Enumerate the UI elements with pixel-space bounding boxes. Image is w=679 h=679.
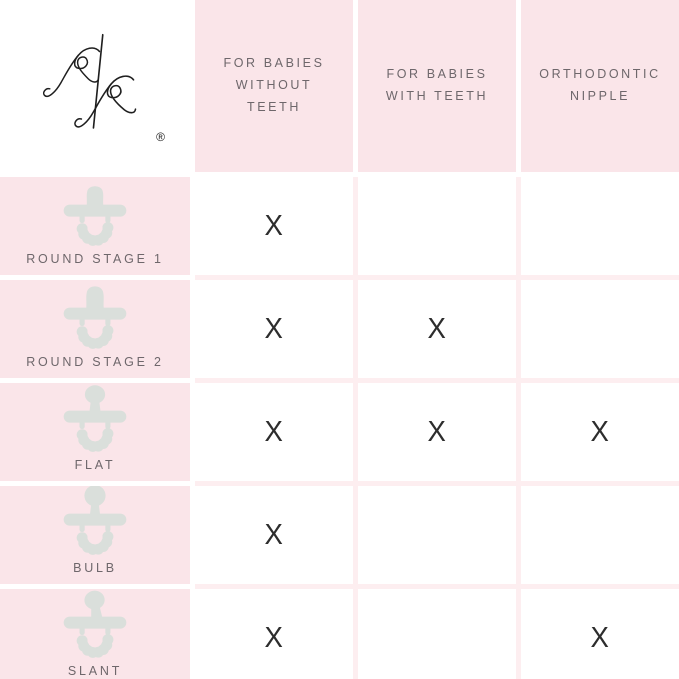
cell-slant-orthodontic (521, 589, 679, 679)
column-header-without-teeth: FOR BABIES WITHOUT TEETH (195, 0, 353, 172)
cell-bulb-orthodontic (521, 486, 679, 584)
x-mark: X (427, 312, 447, 345)
cell-bulb-with-teeth (358, 486, 516, 584)
cell-slant-with-teeth (358, 589, 516, 679)
registered-trademark-symbol: ® (156, 130, 165, 144)
cell-flat-with-teeth (358, 383, 516, 481)
x-mark: X (264, 415, 284, 448)
row-header-flat (0, 383, 190, 481)
cell-round-stage-2-with-teeth (358, 280, 516, 378)
pacifier-round-stage-1-icon (52, 177, 138, 247)
pacifier-round-stage-2-icon (52, 280, 138, 350)
row-label: FLAT (74, 458, 116, 472)
cell-round-stage-1-orthodontic (521, 177, 679, 275)
row-label: ROUND STAGE 1 (26, 252, 164, 266)
ryan-and-rose-monogram-icon (29, 22, 165, 150)
x-mark: X (590, 621, 610, 654)
x-mark: X (427, 415, 447, 448)
cell-bulb-without-teeth (195, 486, 353, 584)
x-mark: X (264, 209, 284, 242)
pacifier-slant-icon (52, 589, 138, 659)
cell-round-stage-1-with-teeth (358, 177, 516, 275)
x-mark: X (590, 415, 610, 448)
x-mark: X (264, 621, 284, 654)
pacifier-bulb-icon (52, 486, 138, 556)
row-label: BULB (73, 561, 117, 575)
row-header-round-stage-1 (0, 177, 190, 275)
cell-round-stage-2-orthodontic (521, 280, 679, 378)
pacifier-flat-icon (52, 383, 138, 453)
column-header-orthodontic-nipple: ORTHODONTIC NIPPLE (521, 0, 679, 172)
row-label: SLANT (67, 664, 123, 678)
row-label: ROUND STAGE 2 (26, 355, 164, 369)
cell-round-stage-1-without-teeth (195, 177, 353, 275)
column-header-with-teeth: FOR BABIES WITH TEETH (358, 0, 516, 172)
row-header-bulb (0, 486, 190, 584)
row-header-slant (0, 589, 190, 679)
brand-logo-cell (0, 0, 190, 172)
cell-round-stage-2-without-teeth (195, 280, 353, 378)
cell-flat-orthodontic (521, 383, 679, 481)
cell-slant-without-teeth (195, 589, 353, 679)
row-header-round-stage-2 (0, 280, 190, 378)
x-mark: X (264, 312, 284, 345)
x-mark: X (264, 518, 284, 551)
cell-flat-without-teeth (195, 383, 353, 481)
